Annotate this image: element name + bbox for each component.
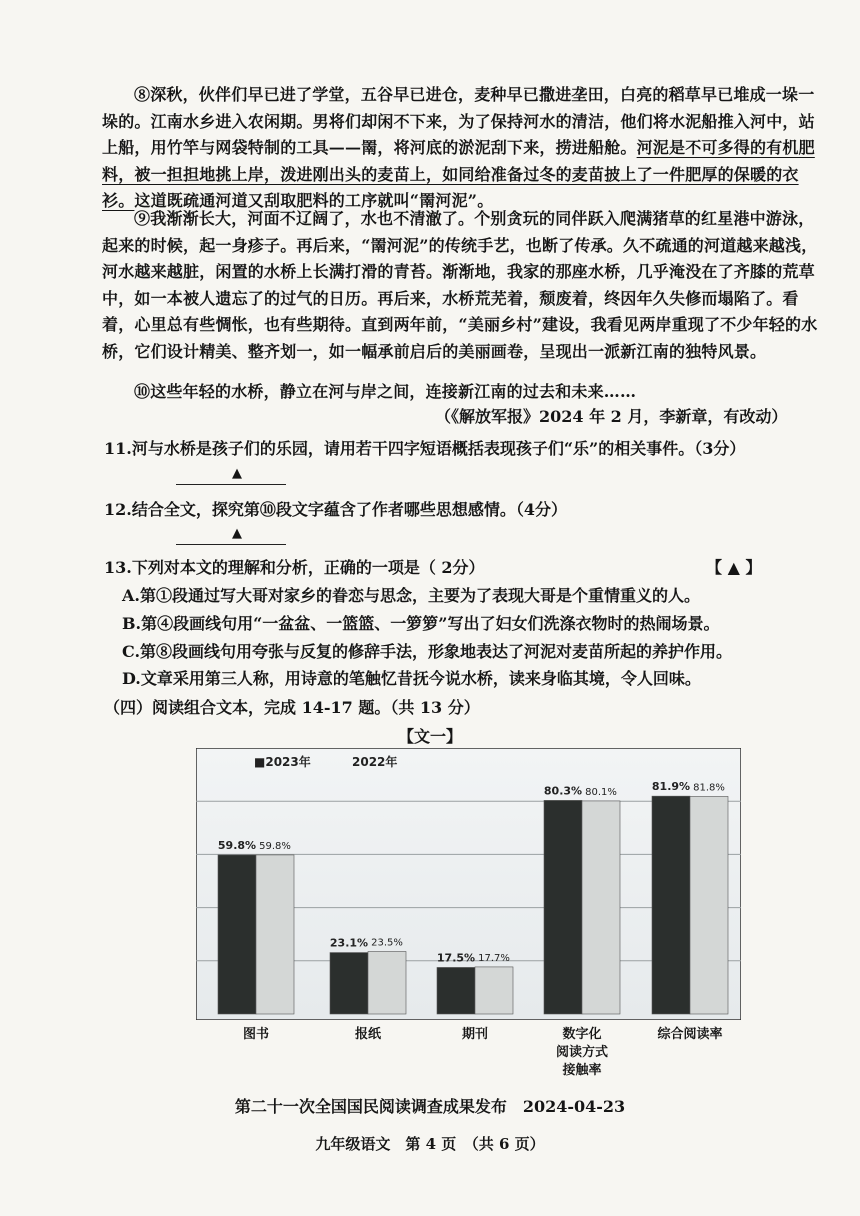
bar-2022-3: [582, 801, 620, 1014]
question-12: 12.结合全文，探究第⑩段文字蕴含了作者哪些思想感情。（4分）: [104, 500, 567, 519]
paragraph-8-text: ⑧深秋，伙伴们早已进了学堂，五谷早已进仓，麦种早已撒进垄田，白亮的稻草早已堆成一垛一垛的。江南水乡进入农闲期。男将们却闲不下来，为了保持河水的清洁，他们将水泥船推入河中，站上船，用竹竿与网袋特制的工具——罱，将河底的淤泥刮下来，捞进船舱。: [102, 85, 815, 157]
value-label-2022-1: 23.5%: [371, 937, 403, 949]
question-11: 11.河与水桥是孩子们的乐园，请用若干四字短语概括表现孩子们“乐”的相关事件。（3分）: [104, 439, 746, 458]
value-label-2023-4: 81.9%: [651, 780, 691, 794]
answer-mark-12: ▲: [232, 526, 242, 541]
reading-survey-chart: [196, 748, 741, 1078]
answer-mark-11: ▲: [232, 466, 242, 481]
bar-2023-2: [437, 967, 475, 1014]
paragraph-8-end: 这道既疏通河道又刮取肥料的工序就叫“罱河泥”。: [134, 191, 494, 210]
paragraph-10: ⑩这些年轻的水桥，静立在河与岸之间，连接新江南的过去和未来……: [134, 382, 637, 401]
bar-2023-4: [652, 796, 690, 1014]
page-footer: 九年级语文 第 4 页 （共 6 页）: [315, 1135, 545, 1153]
category-label-1: 报纸: [354, 1027, 381, 1042]
value-label-2022-4: 81.8%: [693, 782, 725, 794]
answer-line-12[interactable]: [176, 544, 286, 545]
value-label-2023-2: 17.5%: [436, 951, 476, 965]
question-13-answer-bracket[interactable]: 【 ▲ 】: [706, 558, 762, 577]
value-label-2022-3: 80.1%: [585, 786, 617, 798]
bar-2022-1: [368, 951, 406, 1014]
paragraph-8-underlined: 河泥是不可多得的有机肥料，被一担担地挑上岸，泼进刚出头的麦苗上，如同给准备过冬的麦苗披上了一件肥厚的保暖的衣衫。: [102, 138, 815, 210]
chart-caption: 第二十一次全国国民阅读调查成果发布 2024-04-23: [234, 1097, 626, 1116]
option-b[interactable]: B.第④段画线句用“一盆盆、一篮篮、一箩箩”写出了妇女们洗涤衣物时的热闹场景。: [122, 614, 720, 633]
legend-2022: 2022年: [352, 755, 398, 769]
option-a[interactable]: A.第①段通过写大哥对家乡的眷恋与思念，主要为了表现大哥是个重情重义的人。: [122, 586, 700, 605]
value-label-2023-0: 59.8%: [217, 838, 257, 852]
legend-2023: ■2023年: [254, 755, 311, 769]
article-source: （《解放军报》2024 年 2 月，李新章，有改动）: [435, 407, 788, 426]
text-1-title: 【文一】: [397, 727, 462, 746]
bar-2023-1: [330, 953, 368, 1014]
bar-2023-3: [544, 800, 582, 1014]
value-label-2023-1: 23.1%: [329, 936, 369, 950]
value-label-2022-2: 17.7%: [478, 952, 510, 964]
category-label-4: 综合阅读率: [657, 1027, 723, 1042]
bar-chart-svg: [196, 748, 741, 1020]
bar-2022-2: [475, 967, 513, 1014]
bar-2023-0: [218, 855, 256, 1014]
category-label-0: 图书: [242, 1027, 269, 1042]
category-label-2: 期刊: [461, 1027, 488, 1042]
paragraph-8: [102, 82, 830, 215]
answer-line-11[interactable]: [176, 484, 286, 485]
question-13: 13.下列对本文的理解和分析，正确的一项是（ 2分）: [104, 558, 485, 577]
paragraph-9: ⑨我渐渐长大，河面不辽阔了，水也不清澈了。个别贪玩的同伴跃入爬满猪草的红星港中游泳，起来的时候，起一身疹子。再后来，“罱河泥”的传统手艺，也断了传承。久不疏通的河道越来越浅，河水越来越脏，闲置的水桥上长满打滑的青苔。渐渐地，我家的那座水桥，几乎淹没在了齐膝的荒草中，如一本被人遗忘了的过气的日历。再后来，水桥荒芜着，颓废着，终因年久失修而塌陷了。看着，心里总有些惆怅，也有些期待。直到两年前，“美丽乡村”建设，我看见两岸重现了不少年轻的水桥，它们设计精美、整齐划一，如一幅承前启后的美丽画卷，呈现出一派新江南的独特风景。: [102, 209, 818, 361]
bar-2022-0: [256, 855, 294, 1014]
value-label-2022-0: 59.8%: [259, 840, 291, 852]
option-c[interactable]: C.第⑧段画线句用夸张与反复的修辞手法，形象地表达了河泥对麦苗所起的养护作用。: [122, 642, 733, 661]
option-d[interactable]: D.文章采用第三人称，用诗意的笔触忆昔抚今说水桥，读来身临其境，令人回味。: [122, 669, 701, 688]
bar-2022-4: [690, 796, 728, 1014]
category-label-3: 数字化 阅读方式 接触率: [555, 1027, 608, 1078]
section-4-heading: （四）阅读组合文本，完成 14-17 题。（共 13 分）: [104, 698, 480, 717]
value-label-2023-3: 80.3%: [543, 784, 583, 798]
